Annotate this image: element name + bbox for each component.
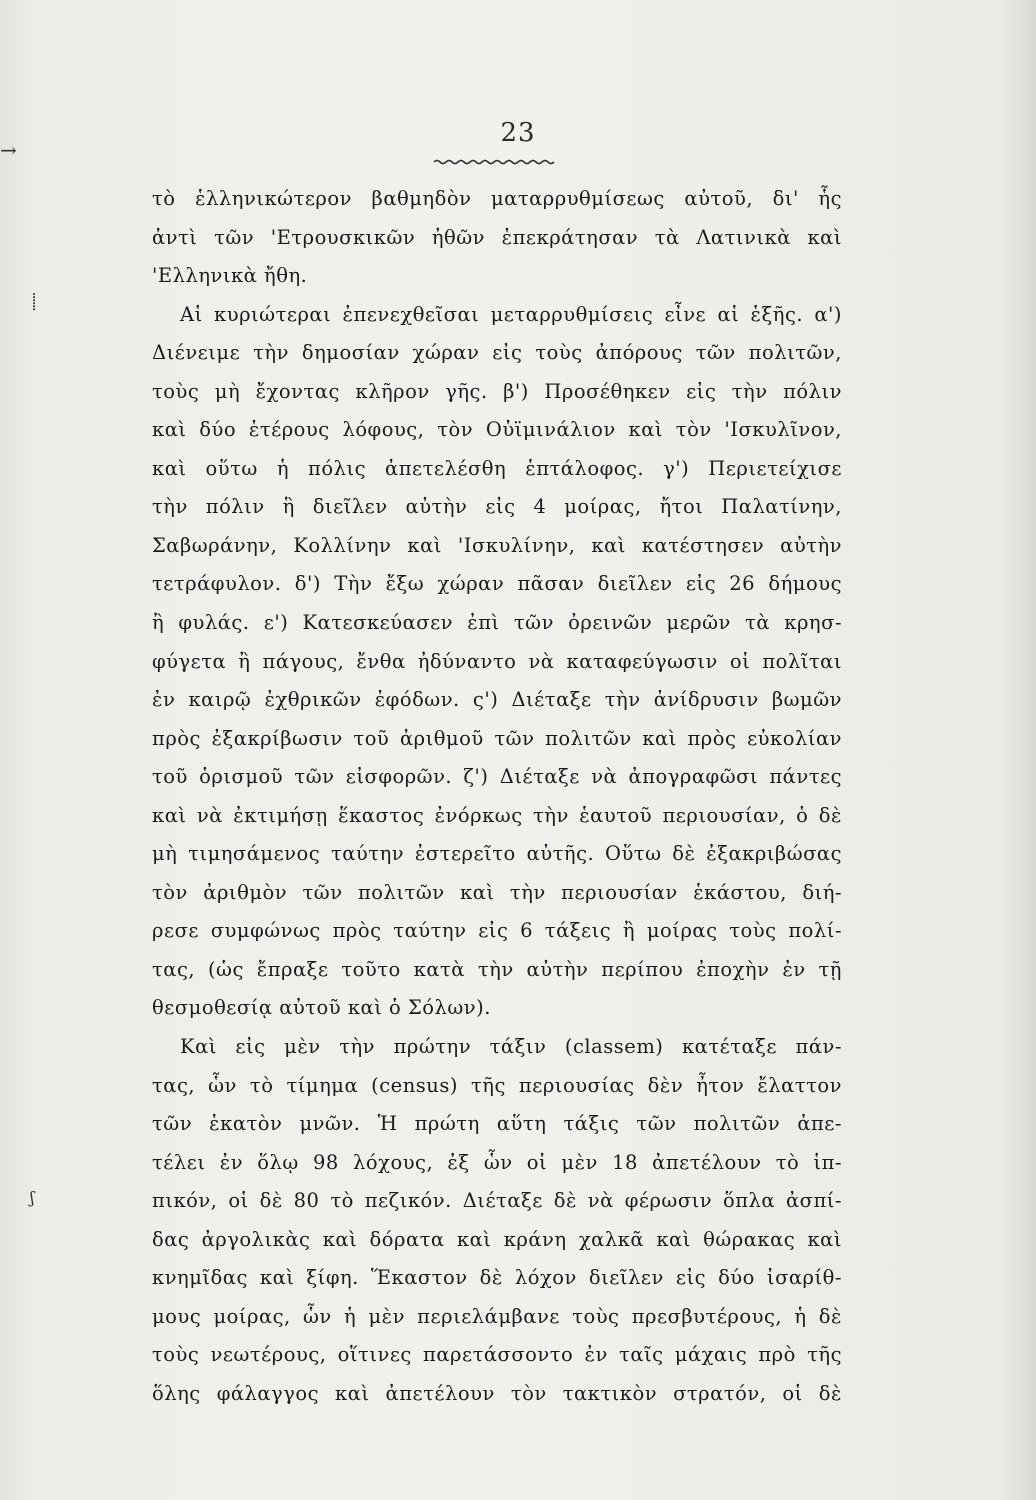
text-line-16: τοῦ ὁρισμοῦ τῶν εἰσφορῶν. ζ') Διέταξε νὰ ἀπογραφῶσι πάντες <box>152 765 842 789</box>
margin-mark-lower: ʃ <box>30 1188 35 1207</box>
text-line-14: ἐν καιρῷ ἐχθρικῶν ἐφόδων. ς') Διέταξε τὴν ἀνίδρυσιν βωμῶν <box>152 688 842 712</box>
text-line-26: τέλει ἐν ὅλῳ 98 λόχους, ἐξ ὧν οἱ μὲν 18 ἀπετέλουν τὸ ἱπ- <box>152 1150 842 1174</box>
text-line-13: φύγετα ἢ πάγους, ἔνθα ἠδύναντο νὰ καταφεύγωσιν οἱ πολῖται <box>152 649 842 673</box>
text-line-18: μὴ τιμησάμενος ταύτην ἐστερεῖτο αὐτῆς. Οὕτω δὲ ἐξακριβώσας <box>152 842 842 866</box>
text-line-12: ἢ φυλάς. ε') Κατεσκεύασεν ἐπὶ τῶν ὀρεινῶν μερῶν τὰ κρησ- <box>152 611 842 635</box>
text-line-3: 'Ελληνικὰ ἤθη. <box>152 264 308 288</box>
text-line-21: τας, (ὡς ἔπραξε τοῦτο κατὰ τὴν αὐτὴν περίπου ἐποχὴν ἐν τῇ <box>152 957 842 981</box>
text-line-22: θεσμοθεσίᾳ αὐτοῦ καὶ ὁ Σόλων). <box>152 996 491 1020</box>
text-line-11: τετράφυλον. δ') Τὴν ἔξω χώραν πᾶσαν διεῖλεν εἰς 26 δήμους <box>152 572 842 596</box>
text-line-2: ἀντὶ τῶν 'Ετρουσκικῶν ἠθῶν ἐπεκράτησαν τὰ Λατινικὰ καὶ <box>152 225 842 249</box>
text-line-27: πικόν, οἱ δὲ 80 τὸ πεζικόν. Διέταξε δὲ νὰ φέρωσιν ὅπλα ἀσπί- <box>152 1189 842 1213</box>
text-line-30: μους μοίρας, ὧν ἡ μὲν περιελάμβανε τοὺς πρεσβυτέρους, ἡ δὲ <box>152 1304 842 1328</box>
text-line-17: καὶ νὰ ἐκτιμήσῃ ἕκαστος ἐνόρκως τὴν ἑαυτοῦ περιουσίαν, ὁ δὲ <box>152 803 842 827</box>
page-number: 23 <box>500 118 536 148</box>
text-line-10: Σαβωράνην, Κολλίνην καὶ 'Ισκυλίνην, καὶ κατέστησεν αὐτὴν <box>152 533 842 557</box>
text-line-24: τας, ὧν τὸ τίμημα (census) τῆς περιουσίας δὲν ἦτον ἔλαττον <box>152 1073 842 1097</box>
text-line-32: ὅλης φάλαγγος καὶ ἀπετέλουν τὸν τακτικὸν στρατόν, οἱ δὲ <box>152 1381 842 1405</box>
text-line-23: Καὶ εἰς μὲν τὴν πρώτην τάξιν (classem) κατέταξε πάν- <box>180 1035 842 1059</box>
text-line-6: τοὺς μὴ ἔχοντας κλῆρον γῆς. β') Προσέθηκεν εἰς τὴν πόλιν <box>152 379 842 403</box>
margin-mark-top: → <box>0 138 17 162</box>
text-line-29: κνημῖδας καὶ ξίφη. Ἕκαστον δὲ λόχον διεῖλεν εἰς δύο ἰσαρίθ- <box>152 1266 842 1290</box>
body-text <box>152 180 842 1414</box>
text-line-8: καὶ οὕτω ἡ πόλις ἀπετελέσθη ἑπτάλοφος. γ') Περιετείχισε <box>152 456 842 480</box>
text-line-9: τὴν πόλιν ἣ διεῖλεν αὐτὴν εἰς 4 μοίρας, ἤτοι Παλατίνην, <box>152 495 842 519</box>
text-line-7: καὶ δύο ἑτέρους λόφους, τὸν Οὐϊμινάλιον καὶ τὸν 'Ισκυλῖνον, <box>152 418 842 442</box>
margin-mark-middle: ⸽ <box>32 292 37 311</box>
text-line-31: τοὺς νεωτέρους, οἵτινες παρετάσσοντο ἐν ταῖς μάχαις πρὸ τῆς <box>152 1343 842 1367</box>
text-line-28: δας ἀργολικὰς καὶ δόρατα καὶ κράνη χαλκᾶ καὶ θώρακας καὶ <box>152 1227 842 1251</box>
text-line-19: τὸν ἀριθμὸν τῶν πολιτῶν καὶ τὴν περιουσίαν ἑκάστου, διή- <box>152 880 842 904</box>
text-line-25: τῶν ἑκατὸν μνῶν. Ἡ πρώτη αὕτη τάξις τῶν πολιτῶν ἀπε- <box>152 1112 842 1136</box>
text-line-15: πρὸς ἐξακρίβωσιν τοῦ ἀριθμοῦ τῶν πολιτῶν καὶ πρὸς εὐκολίαν <box>152 726 842 750</box>
text-line-5: Διένειμε τὴν δημοσίαν χώραν εἰς τοὺς ἀπόρους τῶν πολιτῶν, <box>152 341 842 365</box>
text-line-1: τὸ ἑλληνικώτερον βαθμηδὸν ματαρρυθμίσεως αὐτοῦ, δι' ἧς <box>152 187 842 210</box>
text-line-4: Αἱ κυριώτεραι ἐπενεχθεῖσαι μεταρρυθμίσεις εἶνε αἱ ἑξῆς. α') <box>180 302 842 326</box>
text-line-20: ρεσε συμφώνως πρὸς ταύτην εἰς 6 τάξεις ἢ μοίρας τοὺς πολί- <box>152 919 842 943</box>
header-ornament-rule <box>432 158 558 166</box>
